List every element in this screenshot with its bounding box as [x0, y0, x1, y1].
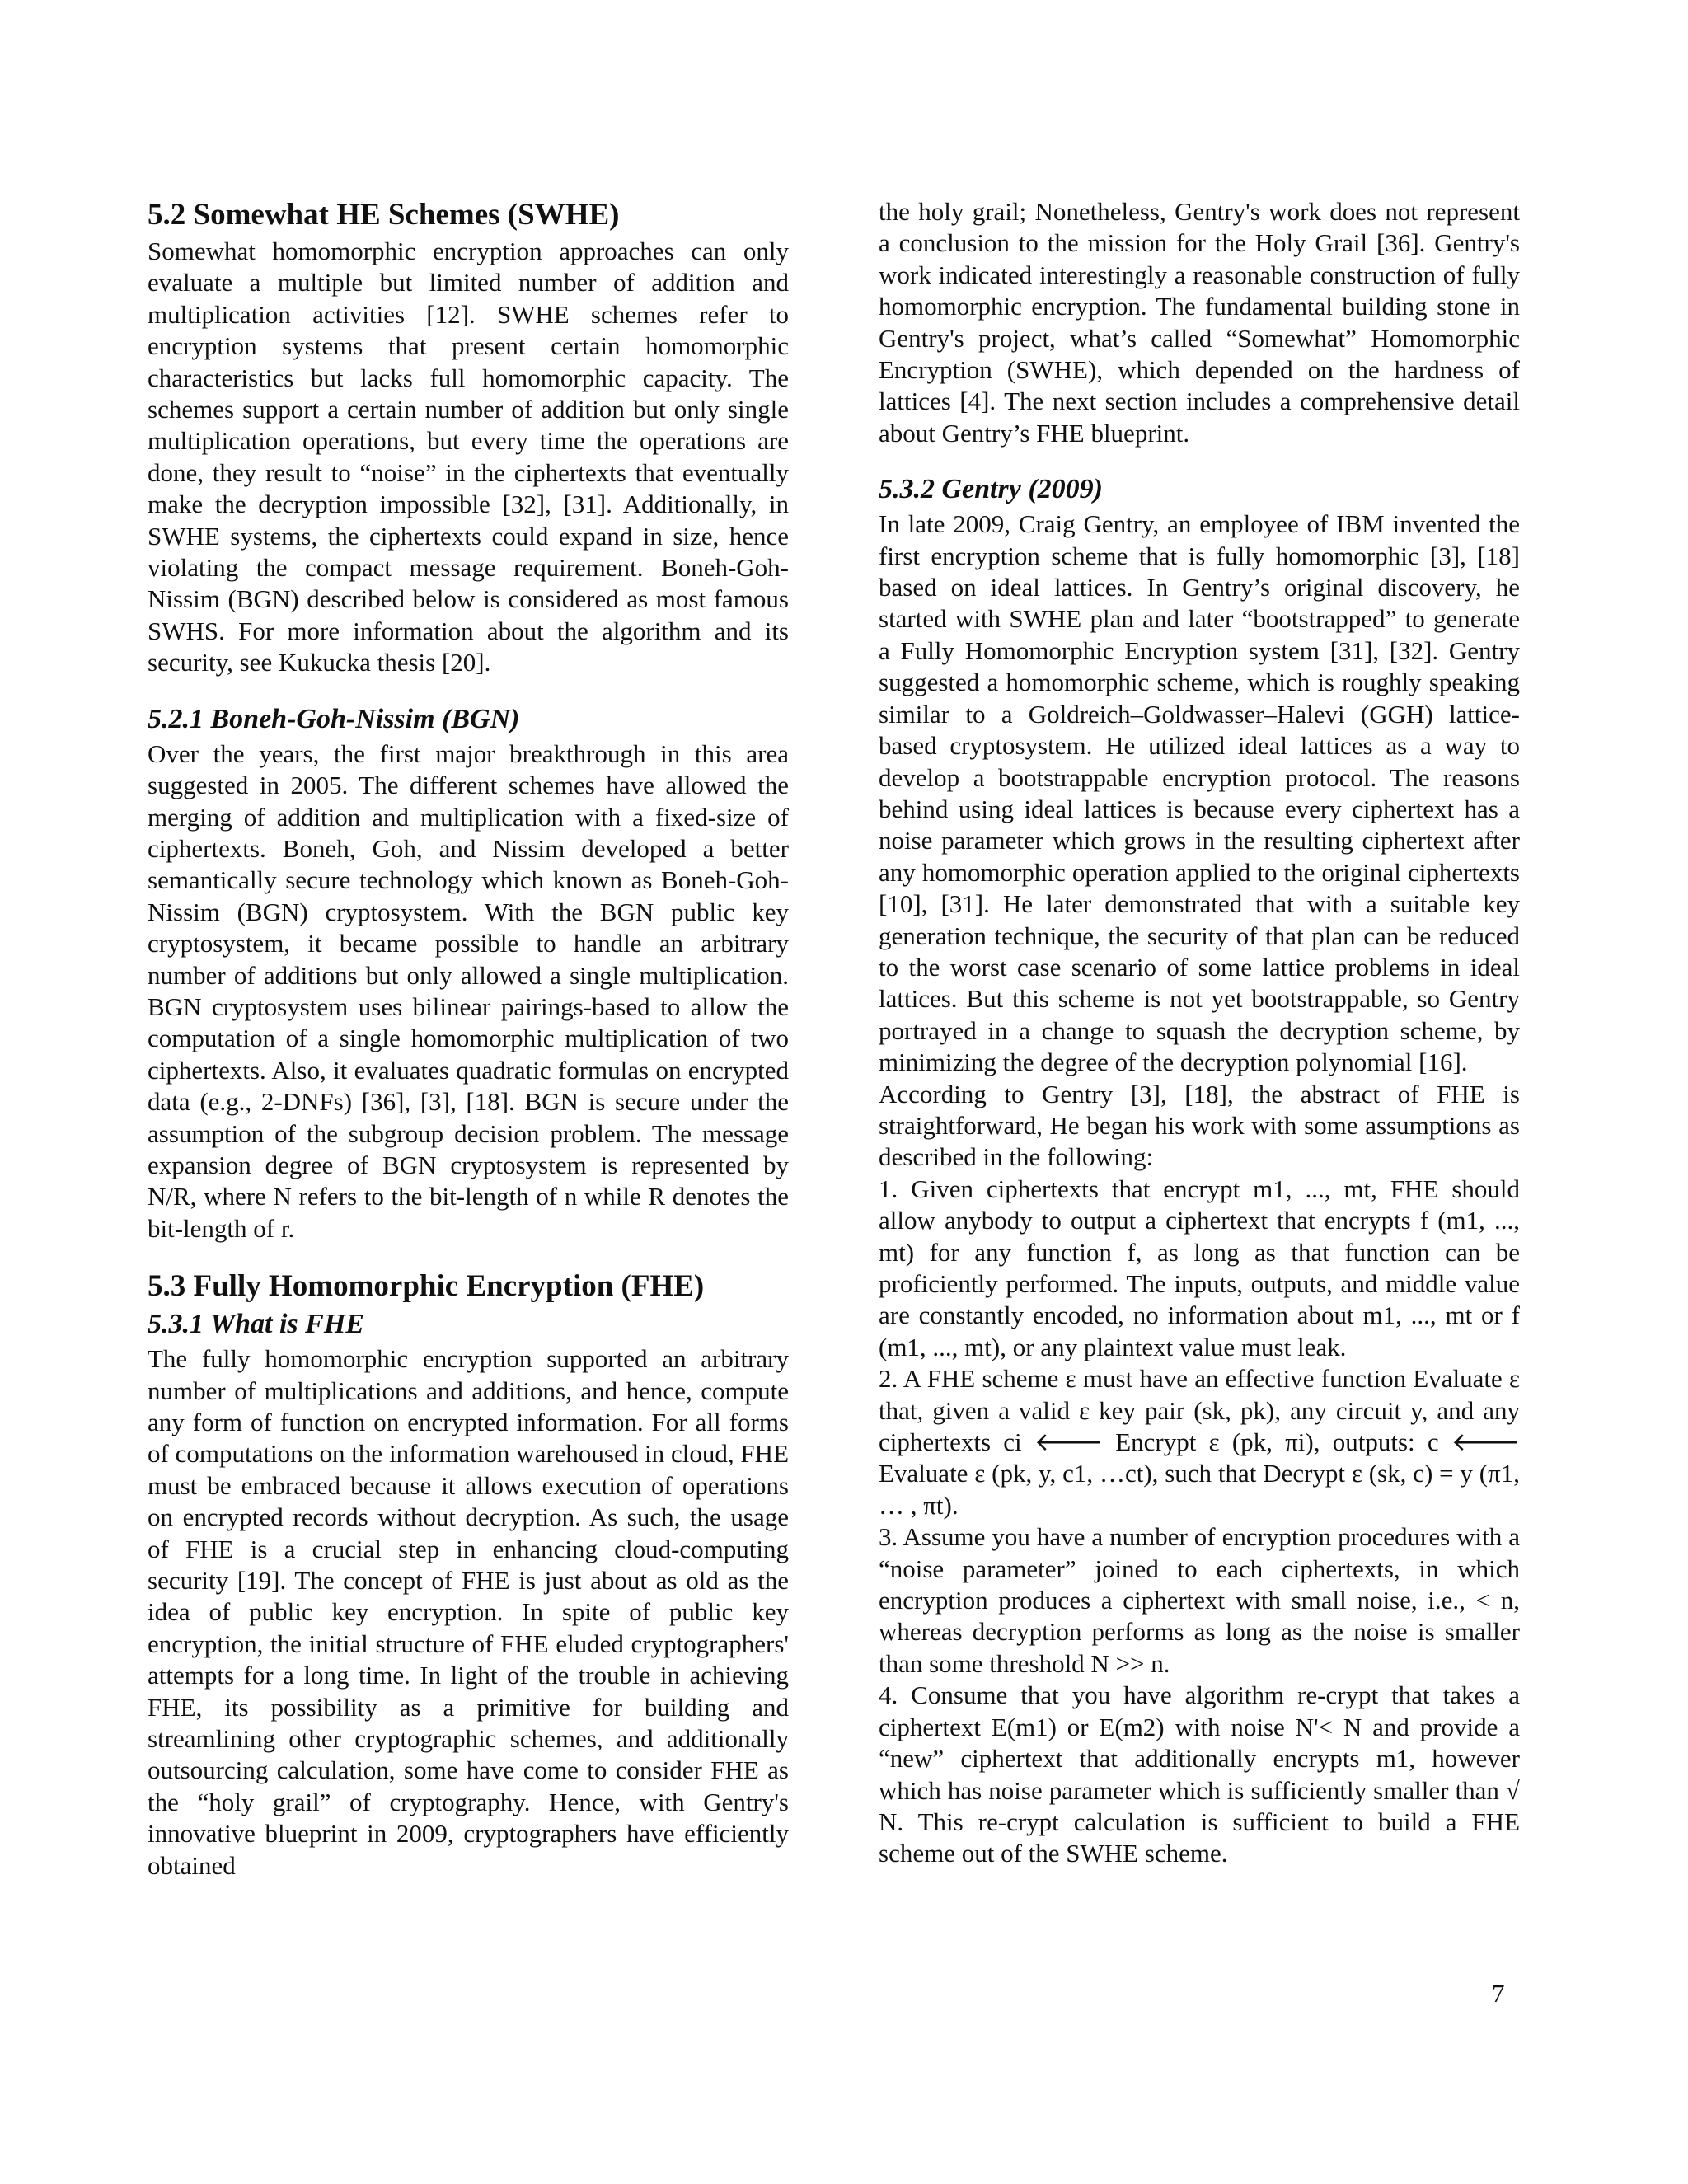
assumption-item-4: 4. Consume that you have algorithm re-crypt that takes a ciphertext E(m1) or E(m2) with noise N'< N and provide a “new” ciphertext that additionally encrypts m1, however which has noise parameter which is sufficiently smaller than √ N. This re-crypt calculation is sufficient to build a FHE scheme out of the SWHE scheme. [879, 1680, 1520, 1868]
abstract-intro-paragraph: According to Gentry [3], [18], the abstract of FHE is straightforward, He began his work with some assumptions as described in the following: [879, 1079, 1520, 1172]
assumption-item-1: 1. Given ciphertexts that encrypt m1, ..., mt, FHE should allow anybody to output a ciphertext that encrypts f (m1, ..., mt) for any function f, as long as that function can be proficiently performed. The inputs, outputs, and middle value are constantly encoded, no information about m1, ..., mt or f (m1, ..., mt), or any plaintext value must leak. [879, 1174, 1520, 1361]
section-5-3-1-paragraph: The fully homomorphic encryption supported an arbitrary number of multiplications and additions, and hence, compute any form of function on encrypted information. For all forms of computations on the information warehoused in cloud, FHE must be embraced because it allows execution of operations on encrypted records without decryption. As such, the usage of FHE is a crucial step in enhancing cloud-computing security [19]. The concept of FHE is just about as old as the idea of public key encryption. In spite of public key encryption, the initial structure of FHE eluded cryptographers' attempts for a long time. In light of the trouble in achieving FHE, its possibility as a primitive for building and streamlining other cryptographic schemes, and additionally outsourcing calculation, some have come to consider FHE as the “holy grail” of cryptography. Hence, with Gentry's innovative blueprint in 2009, cryptographers have efficiently obtained [148, 1344, 789, 1880]
assumption-item-2: 2. A FHE scheme ε must have an effective function Evaluate ε that, given a valid ε key pair (sk, pk), any circuit y, and any ciphertexts ci 🡐 Encrypt ε (pk, πi), outputs: c 🡐 Evaluate ε (pk, y, c1, …ct), such that Decrypt ε (sk, c) = y (π1, … , πt). [879, 1364, 1520, 1520]
page-number: 7 [1492, 1979, 1505, 2008]
section-5-3-2-paragraph: In late 2009, Craig Gentry, an employee of IBM invented the first encryption scheme that is fully homomorphic [3], [18] based on ideal lattices. In Gentry’s original discovery, he started with SWHE plan and later “bootstrapped” to generate a Fully Homomorphic Encryption system [31], [32]. Gentry suggested a homomorphic scheme, which is roughly speaking similar to a Goldreich–Goldwasser–Halevi (GGH) lattice-based cryptosystem. He utilized ideal lattices as a way to develop a bootstrappable encryption protocol. The reasons behind using ideal lattices is because every ciphertext has a noise parameter which grows in the resulting ciphertext after any homomorphic operation applied to the original ciphertexts [10], [31]. He later demonstrated that with a suitable key generation technique, the security of that plan can be reduced to the worst case scenario of some lattice problems in ideal lattices. But this scheme is not yet bootstrappable, so Gentry portrayed in a change to squash the decryption scheme, by minimizing the degree of the decryption polynomial [16]. [879, 509, 1520, 1077]
section-5-2-heading: 5.2 Somewhat HE Schemes (SWHE) [148, 198, 620, 232]
section-5-2-paragraph: Somewhat homomorphic encryption approaches can only evaluate a multiple but limited number of addition and multiplication activities [12]. SWHE schemes refer to encryption systems that present certain homomorphic characteristics but lacks full homomorphic capacity. The schemes support a certain number of addition but only single multiplication operations, but every time the operations are done, they result to “noise” in the ciphertexts that eventually make the decryption impossible [32], [31]. Additionally, in SWHE systems, the ciphertexts could expand in size, hence violating the compact message requirement. Boneh-Goh-Nissim (BGN) described below is considered as most famous SWHS. For more information about the algorithm and its security, see Kukucka thesis [20]. [148, 237, 789, 677]
section-5-2-1-paragraph: Over the years, the first major breakthrough in this area suggested in 2005. The different schemes have allowed the merging of addition and multiplication with a fixed-size of ciphertexts. Boneh, Goh, and Nissim developed a better semantically secure technology which known as Boneh-Goh-Nissim (BGN) cryptosystem. With the BGN public key cryptosystem, it became possible to handle an arbitrary number of additions but only allowed a single multiplication. BGN cryptosystem uses bilinear pairings-based to allow the computation of a single homomorphic multiplication of two ciphertexts. Also, it evaluates quadratic formulas on encrypted data (e.g., 2-DNFs) [36], [3], [18]. BGN is secure under the assumption of the subgroup decision problem. The message expansion degree of BGN cryptosystem is represented by N/R, where N refers to the bit-length of n while R denotes the bit-length of r. [148, 738, 789, 1243]
left-column [148, 196, 789, 1882]
assumption-item-3: 3. Assume you have a number of encryption procedures with a “noise parameter” joined to each ciphertexts, in which encryption produces a ciphertext with small noise, i.e., < n, whereas decryption performs as long as the noise is smaller than some threshold N >> n. [879, 1522, 1520, 1678]
section-5-3-1-heading: 5.3.1 What is FHE [148, 1309, 364, 1340]
continued-paragraph: the holy grail; Nonetheless, Gentry's work does not represent a conclusion to the mission for the Holy Grail [36]. Gentry's work indicated interestingly a reasonable construction of fully homomorphic encryption. The fundamental building stone in Gentry's project, what’s called “Somewhat” Homomorphic Encryption (SWHE), which depended on the hardness of lattices [4]. The next section includes a comprehensive detail about Gentry’s FHE blueprint. [879, 197, 1520, 448]
section-5-2-1-heading: 5.2.1 Boneh-Goh-Nissim (BGN) [148, 703, 520, 734]
section-5-3-heading: 5.3 Fully Homomorphic Encryption (FHE) [148, 1269, 705, 1304]
right-column [879, 196, 1520, 1870]
section-5-3-2-heading: 5.3.2 Gentry (2009) [879, 474, 1103, 505]
